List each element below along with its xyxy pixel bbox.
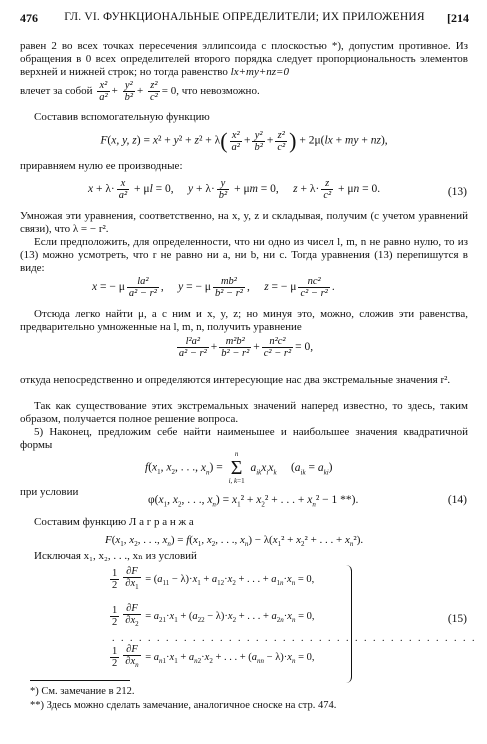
- chapter-title: ГЛ. VI. ФУНКЦИОНАЛЬНЫЕ ОПРЕДЕЛИТЕЛИ; ИХ ПРИЛОЖЕНИЯ: [64, 11, 425, 23]
- right-brace: [343, 565, 352, 683]
- footnote-rule: [30, 680, 130, 681]
- equation: x = − μ $\frac{\text{la²}}{\text{a² − r²}}$ , y = − μ $\frac{\text{mb²}}{\text{b² − r²}}$ , z = − μ $\frac{\text{nc²}}{\text{c² − r²}}$ .: [92, 276, 335, 299]
- paragraph: Умножая эти уравнения, соответственно, на x, y, z и складывая, получим (с учетом уравнений связи), что λ = − r².: [20, 210, 468, 235]
- footnote: *) См. замечание в 212.: [30, 686, 135, 697]
- paragraph: Если предположить, для определенности, что ни одно из чисел l, m, n не равно нулю, то из (13) можно усмотреть, что r не равно ни a, ни b, ни c. Тогда уравнения (13) перепишутся в виде:: [20, 236, 468, 274]
- equation-number: (15): [447, 613, 467, 625]
- section-number: [214: [447, 11, 469, 25]
- paragraph: откуда непосредственно и определяются интересующие нас два экстремальные значения r².: [20, 374, 451, 386]
- page-number: 476: [20, 11, 38, 25]
- paragraph: 5) Наконец, предложим себе найти наименьшее и наибольшее значения квадратичной формы: [20, 426, 468, 451]
- equation: $F(x_1$, $x_2$, . . ., $x_n) = f(x_1$, $x_2$, . . ., $x_n) - \lambda(x_1^2 + x_2^2$ + . . . + $x_n^2$).: [105, 534, 364, 549]
- paragraph: влечет за собой $\frac{\text{x²}}{\text{a²}}$ + $\frac{\text{y²}}{\text{b²}}$ + $\frac{\text{z²}}{\text{c²}}$ = 0, что невозможно.: [20, 80, 260, 103]
- ellipsis-row: . . . . . . . . . . . . . . . . . . . . . . . . . . . . . . . . . . . . . . . . .: [112, 633, 477, 644]
- paragraph: приравняем нулю ее производные:: [20, 160, 183, 172]
- running-header: [20, 11, 469, 29]
- equation: F(x, y, z) = x² + y² + z² + λ( $\frac{\text{x²}}{\text{a²}}$ + $\frac{\text{y²}}{\text{b²}}$ + $\frac{\text{z²}}{\text{c²}}$ ) + 2μ(lx + my + nz),: [100, 128, 388, 153]
- equation-row: $\frac{1}{2}$ $\frac{\partial F}{\partial x_n}$ = $a_{n1}\cdot x_1 + a_{n2}\cdot x_2$ + . . . + $(a_{nn} - \lambda)\cdot x_n = 0$,: [112, 644, 315, 670]
- footnote: **) Здесь можно сделать замечание, аналогичное сноске на стр. 474.: [30, 700, 337, 711]
- equation-row: $\frac{1}{2}$ $\frac{\partial F}{\partial x_1}$ = $(a_{11} - \lambda)\cdot x_1 + a_{12}\cdot x_2$ + . . . + $a_{1n}\cdot x_n = 0$,: [112, 566, 315, 592]
- paragraph: Так как существование этих экстремальных значений наперед известно, то здесь, таким образом, получается полное решение вопроса.: [20, 400, 468, 425]
- paragraph: Составив вспомогательную функцию: [34, 111, 210, 123]
- text: влечет за собой: [20, 85, 93, 98]
- equation: $\varphi(x_1$, $x_2$, . . ., $x_n) = x_1^2 + x_2^2$ + . . . + $x_n^2 - 1$ **).: [148, 494, 359, 509]
- equation-row: $\frac{1}{2}$ $\frac{\partial F}{\partial x_2}$ = $a_{21}\cdot x_1 + (a_{22} - \lambda)\cdot x_2$ + . . . + $a_{2n}\cdot x_n = 0$,: [112, 603, 315, 629]
- equation-number: (14): [447, 494, 467, 506]
- text: равен 2 во всех точках пересечения эллипсоида с плоскостью *), допустим противное. Из обращения в 0 всех определителей второго порядка следует пропорциональность элементов верхней и нижней строк; но тогда равенство: [20, 40, 468, 78]
- paragraph: Отсюда легко найти μ, а с ним и x, y, z; но минуя это, можно, сложив эти равенства, предварительно умноженные на l, m, n, получить уравнение: [20, 308, 468, 333]
- equation-number: (13): [447, 186, 467, 198]
- text: , что невозможно.: [176, 85, 260, 98]
- paragraph: при условии: [20, 486, 79, 498]
- equation: $f(x_1$, $x_2$, . . ., $x_n$) = n Σ i, k=1 $a_{ik}x_ix_k$ $(a_{ik} = a_{ki})$: [145, 450, 333, 485]
- paragraph: Исключая x₁, x₂, . . ., xₙ из условий: [34, 550, 197, 562]
- paragraph: равен 2 во всех точках пересечения эллипсоида с плоскостью *), допустим противное. Из обращения в 0 всех определителей второго порядка следует пропорциональность элементов верхней и нижней строк; но тогда равенство lx+my+nz=0: [20, 40, 468, 78]
- equation: $\frac{\text{l²a²}}{\text{a² − r²}}$ + $\frac{\text{m²b²}}{\text{b² − r²}}$ + $\frac{\text{n²c²}}{\text{c² − r²}}$ = 0,: [178, 336, 314, 359]
- equation: x + λ· $\frac{x}{\text{a²}}$ + μl = 0, y + λ· $\frac{y}{\text{b²}}$ + μm = 0, z + λ· $\frac{z}{\text{c²}}$ + μn = 0.: [88, 178, 381, 201]
- paragraph: Составим функцию Л а г р а н ж а: [34, 516, 194, 528]
